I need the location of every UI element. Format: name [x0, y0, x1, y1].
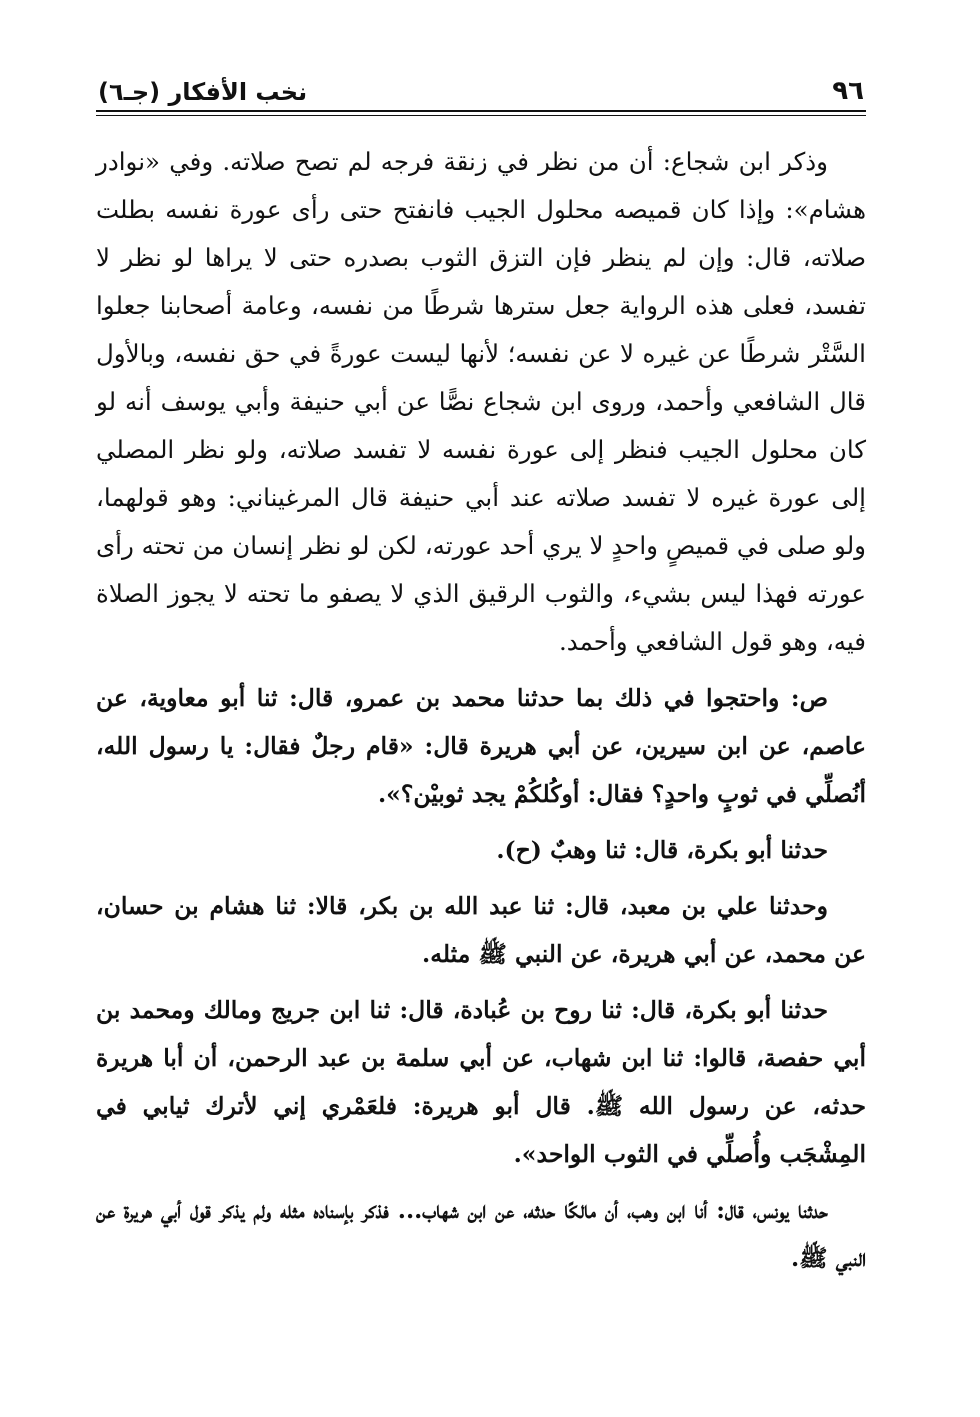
- paragraph-hadith-1-text: واحتجوا في ذلك بما حدثنا محمد بن عمرو، قال: ثنا أبو معاوية، عن عاصم، عن ابن سيرين، عن أبي هريرة قال: «قام رجلٌ فقال: يا رسول الله، أنُصلِّي في ثوبٍ واحدٍ؟ فقال: أوكُلكُمْ يجد ثوبيْن؟».: [96, 684, 866, 808]
- header-rule-thin: [96, 115, 866, 116]
- section-label: ص:: [790, 684, 829, 712]
- paragraph-hadith-3: حدثنا يونس، قال: أنا ابن وهب، أن مالكًا حدثه، عن ابن شهاب... فذكر بإسناده مثله ولم يذكر قول أبي هريرة عن النبي ﷺ.: [96, 1196, 866, 1272]
- paragraph-hadith-1: [96, 674, 866, 818]
- paragraph-chain-1: حدثنا أبو بكرة، قال: ثنا وهبٌ (ح).: [496, 836, 828, 864]
- paragraph-chain-2: وحدثنا علي بن معبد، قال: ثنا عبد الله بن بكر، قالا: ثنا هشام بن حسان، عن محمد، عن أبي هريرة، عن النبي ﷺ مثله.: [96, 892, 866, 968]
- paragraph-commentary: وذكر ابن شجاع: أن من نظر في زنقة فرجه لم تصح صلاته. وفي «نوادر هشام»: وإذا كان قميصه محلول الجيب فانفتح حتى رأى عورة نفسه بطلت صلاته، قال: وإن لم ينظر فإن التزق الثوب بصدره حتى لا يراها لو نظر لا تفسد، فعلى هذه الرواية جعل سترها شرطًا من نفسه، وعامة أصحابنا جعلوا السَّتْر شرطًا عن غيره لا عن نفسه؛ لأنها ليست عورةً في حق نفسه، وبالأول قال الشافعي وأحمد، وروى ابن شجاع نصًّا عن أبي حنيفة وأبي يوسف أنه لو كان محلول الجيب فنظر إلى عورة نفسه لا تفسد صلاته، ولو نظر المصلي إلى عورة غيره لا تفسد صلاته عند أبي حنيفة قال المرغيناني: وهو قولهما، ولو صلى في قميصٍ واحدٍ لا يري أحد عورته، لكن لو نظر إنسان من تحته رأى عورته فهذا ليس بشيء، والثوب الرقيق الذي لا يصفو ما تحته لا يجوز الصلاة فيه، وهو قول الشافعي وأحمد.: [96, 147, 866, 656]
- page-body: [96, 138, 866, 1282]
- header-rule: [96, 110, 866, 112]
- paragraph-hadith-2: حدثنا أبو بكرة، قال: ثنا روح بن عُبادة، قال: ثنا ابن جريج ومالك ومحمد بن أبي حفصة، قالوا: ثنا ابن شهاب، عن أبي سلمة بن عبد الرحمن، أن أبا هريرة حدثه، عن رسول الله ﷺ. قال أبو هريرة: فلعَمْري إني لأترك ثيابي في المِشْجَب وأُصلِّي في الثوب الواحد».: [96, 996, 866, 1168]
- page-header: [96, 60, 866, 104]
- page-number: ٩٦: [832, 76, 864, 106]
- book-page: [96, 60, 866, 1282]
- running-title: نخب الأفكار (جـ٦): [98, 78, 308, 106]
